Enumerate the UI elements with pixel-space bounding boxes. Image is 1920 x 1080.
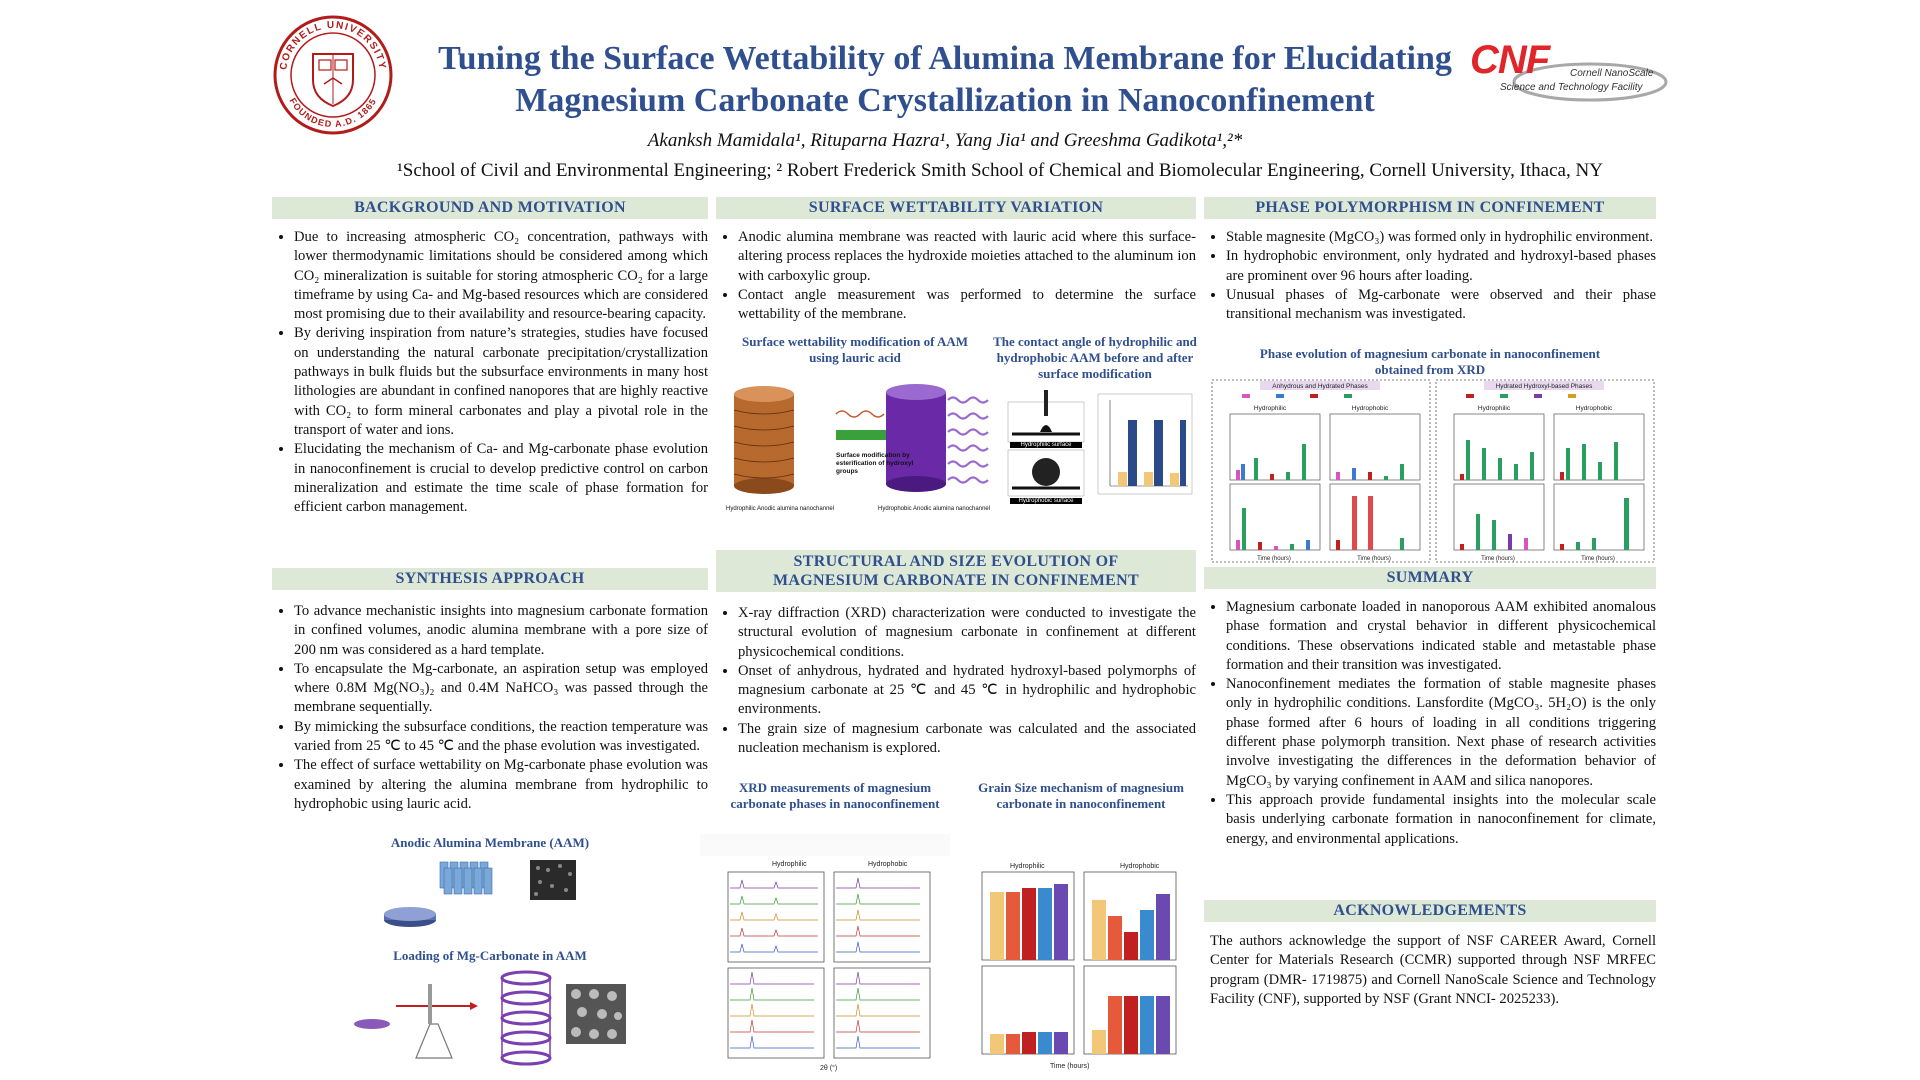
structural-heading-line-1: STRUCTURAL AND SIZE EVOLUTION OF	[793, 553, 1119, 570]
phase-p1-hydrophobic: Hydrophobic	[1351, 405, 1389, 412]
synthesis-bullet-1: • To advance mechanistic insights into magnesium carbonate formation in confined volumes, anodic alumina membrane with a pore size of 200 nm was considered as a hard template.	[294, 602, 708, 660]
seal-text-bottom: FOUNDED A.D. 1865	[287, 96, 379, 130]
wettability-bullet-2: • Contact angle measurement was performed to determine the surface wettability of the membrane.	[738, 286, 1196, 325]
hydrophobic-surface-label: Hydrophobic surface	[1010, 498, 1082, 504]
summary-bullet-1: • Magnesium carbonate loaded in nanoporous AAM exhibited anomalous phase formation and crystal behavior in different physicochemical conditions. These observations indicated stable and metastable phase formation and their transition was investigated.	[1226, 598, 1656, 675]
xrd-figure	[700, 832, 960, 1072]
acknowledgements-text: The authors acknowledge the support of NSF CAREER Award, Cornell Center for Materials Research (CCMR) supported through NSF MRFEC program (DMR- 1719875) and Cornell NanoScale Science and Technology Facility (CNF), supported by NSF (Grant NNCI- 2025233).	[1210, 933, 1656, 1007]
synthesis-heading: SYNTHESIS APPROACH	[272, 568, 708, 590]
acknowledgements-heading: ACKNOWLEDGEMENTS	[1204, 900, 1656, 922]
title-line-2: Magnesium Carbonate Crystallization in Nanoconfinement	[515, 82, 1375, 119]
loading-figure-caption: Loading of Mg-Carbonate in AAM	[393, 948, 587, 963]
xrd-hydrophobic-title: Hydrophobic	[868, 861, 908, 868]
synthesis-bullet-2: • To encapsulate the Mg-carbonate, an aspiration setup was employed where 0.8M Mg(NO₃)₂ and 0.4M NaHCO₃ was passed through the membrane sequentially.	[294, 660, 708, 718]
grain-hydrophobic-title: Hydrophobic	[1120, 863, 1160, 870]
summary-bullet-3: • This approach provide fundamental insights into the molecular scale basis underlying carbonate formation in nanoconfinement for climate, energy, and environmental applications.	[1226, 791, 1656, 849]
svg-text:FOUNDED A.D. 1865	[287, 96, 378, 129]
background-bullet-3: • Elucidating the mechanism of Ca- and Mg-carbonate phase evolution in nanoconfinement is crucial to develop predictive control on carbon mineralization and estimate the time scale of phase formation for efficient carbon management.	[294, 440, 708, 517]
xrd-figure-caption: XRD measurements of magnesium carbonate phases in nanoconfinement	[730, 780, 940, 811]
phase-panel-2-title: Hydrated Hydroxyl-based Phases	[1495, 383, 1593, 390]
wettability-arrow-label: Surface modification by esterification of hydroxyl groups	[836, 452, 914, 475]
grain-hydrophilic-title: Hydrophilic	[1010, 863, 1045, 870]
loading-figure	[350, 964, 630, 1074]
phase-section	[1204, 228, 1656, 324]
hydrophilic-surface-label: Hydrophilic surface	[1010, 442, 1082, 448]
phase-p1-hydrophilic: Hydrophilic	[1253, 405, 1287, 412]
summary-section	[1204, 598, 1656, 849]
phase-bullet-3: • Unusual phases of Mg-carbonate were observed and their phase transitional mechanism was investigated.	[1226, 286, 1656, 325]
aam-figure	[380, 852, 580, 942]
background-bullet-1: • Due to increasing atmospheric CO₂ concentration, pathways with lower thermodynamic limitations should be considered among which CO₂ mineralization is suitable for storing atmospheric CO₂ for a large timeframe by using Ca- and Mg-based resources which are considered most promising due to their availability and resource-bearing capacity.	[294, 228, 708, 324]
structural-heading	[716, 550, 1196, 592]
background-section	[272, 228, 708, 517]
phase-bullet-2: • In hydrophobic environment, only hydrated and hydroxyl-based phases are prominent over 96 hours after loading.	[1226, 247, 1656, 286]
wettability-figure	[726, 380, 1196, 520]
cnf-logo	[1470, 36, 1670, 108]
cnf-sub-1: Cornell NanoScale	[1570, 68, 1654, 79]
cnf-sub-2: Science and Technology Facility	[1500, 82, 1643, 93]
background-heading: BACKGROUND AND MOTIVATION	[272, 197, 708, 219]
summary-heading: SUMMARY	[1204, 567, 1656, 589]
phase-p2-hydrophobic: Hydrophobic	[1575, 405, 1613, 412]
title-line-1: Tuning the Surface Wettability of Alumina Membrane for Elucidating	[438, 40, 1452, 77]
summary-bullet-2: • Nanoconfinement mediates the formation of stable magnesite phases only in hydrophilic conditions. Lansfordite (MgCO₃. 5H₂O) is the only phase formed after 6 hours of loading in all conditions triggering different phase polymorph transition. Next phase of research activities involve investigating the differences in the deformation behavior of MgCO₃ by varying confinement in AAM and silica nanopores.	[1226, 675, 1656, 791]
phase-panel-1-title: Anhydrous and Hydrated Phases	[1272, 383, 1368, 390]
wettability-bullet-1: • Anodic alumina membrane was reacted with lauric acid where this surface-altering process replaces the hydroxide moieties attached to the aluminum ion with carboxylic group.	[738, 228, 1196, 286]
structural-heading-line-2: MAGNESIUM CARBONATE IN CONFINEMENT	[773, 572, 1139, 589]
synthesis-bullet-4: • The effect of surface wettability on Mg-carbonate phase evolution was examined by altering the alumina membrane from hydrophilic to hydrophobic using lauric acid.	[294, 756, 708, 814]
authors: Akanksh Mamidala¹, Rituparna Hazra¹, Yang Jia¹ and Greeshma Gadikota¹,²*	[647, 130, 1243, 151]
phase-p1-xaxis-2: Time (hours)	[1357, 556, 1391, 562]
wettability-figure-caption-1: Surface wettability modification of AAM using lauric acid	[741, 334, 969, 365]
structural-bullet-1: • X-ray diffraction (XRD) characterization were conducted to investigate the structural evolution of magnesium carbonate in confinement at different physicochemical conditions.	[738, 604, 1196, 662]
phase-bullet-1: • Stable magnesite (MgCO₃) was formed only in hydrophilic environment.	[1226, 228, 1656, 247]
structural-section	[716, 604, 1196, 758]
wettability-figure-caption-2: The contact angle of hydrophilic and hydrophobic AAM before and after surface modification	[993, 334, 1197, 381]
affiliations: ¹School of Civil and Environmental Engineering; ² Robert Frederick Smith School of Chemical and Biomolecular Engineering, Cornell University, Ithaca, NY	[397, 160, 1603, 181]
phase-figure-caption: Phase evolution of magnesium carbonate in nanoconfinement obtained from XRD	[1259, 346, 1601, 377]
grain-x-axis-label: Time (hours)	[1050, 1063, 1090, 1070]
phase-p2-xaxis-2: Time (hours)	[1581, 556, 1615, 562]
structural-bullet-2: • Onset of anhydrous, hydrated and hydrated hydroxyl-based polymorphs of magnesium carbonate at 25 ℃ and 45 ℃ in hydrophilic and hydrophobic environments.	[738, 662, 1196, 720]
cnf-logo-text: CNF	[1470, 38, 1550, 82]
poster-title	[380, 38, 1510, 122]
structural-bullet-3: • The grain size of magnesium carbonate was calculated and the associated nucleation mechanism is explored.	[738, 720, 1196, 759]
hydrophilic-channel-label: Hydrophilic Anodic alumina nanochannel	[726, 506, 835, 512]
xrd-hydrophilic-title: Hydrophilic	[772, 861, 807, 868]
wettability-heading: SURFACE WETTABILITY VARIATION	[716, 197, 1196, 219]
xrd-legend	[700, 834, 950, 856]
seal-text-top: CORNELL UNIVERSITY	[278, 19, 388, 71]
background-bullet-2: • By deriving inspiration from nature’s strategies, studies have focused on understanding the natural carbonate precipitation/crystallization pathways in bulk fluids but the subsurface environments in many host lithologies are abundant in confined nanopores that are highly reactive with CO₂ to form mineral carbonates and play a pivotal role in the transport of water and ions.	[294, 324, 708, 440]
phase-p2-xaxis-1: Time (hours)	[1481, 556, 1515, 562]
xrd-x-axis-label: 2θ (°)	[820, 1065, 838, 1072]
synthesis-section	[272, 602, 708, 814]
phase-p1-xaxis-1: Time (hours)	[1257, 556, 1291, 562]
svg-text:CORNELL UNIVERSITY	[278, 20, 388, 71]
cornell-seal-text	[272, 14, 394, 136]
phase-heading: PHASE POLYMORPHISM IN CONFINEMENT	[1204, 197, 1656, 219]
phase-p2-hydrophilic: Hydrophilic	[1477, 405, 1511, 412]
phase-figure	[1210, 378, 1656, 564]
grain-figure-caption: Grain Size mechanism of magnesium carbonate in nanoconfinement	[978, 780, 1184, 811]
aam-figure-caption: Anodic Alumina Membrane (AAM)	[390, 835, 590, 850]
grain-figure	[960, 860, 1196, 1074]
wettability-section	[716, 228, 1196, 324]
hydrophobic-channel-label: Hydrophobic Anodic alumina nanochannel	[878, 506, 991, 512]
synthesis-bullet-3: • By mimicking the subsurface conditions, the reaction temperature was varied from 25 ℃ to 45 ℃ and the phase evolution was investigated.	[294, 718, 708, 757]
